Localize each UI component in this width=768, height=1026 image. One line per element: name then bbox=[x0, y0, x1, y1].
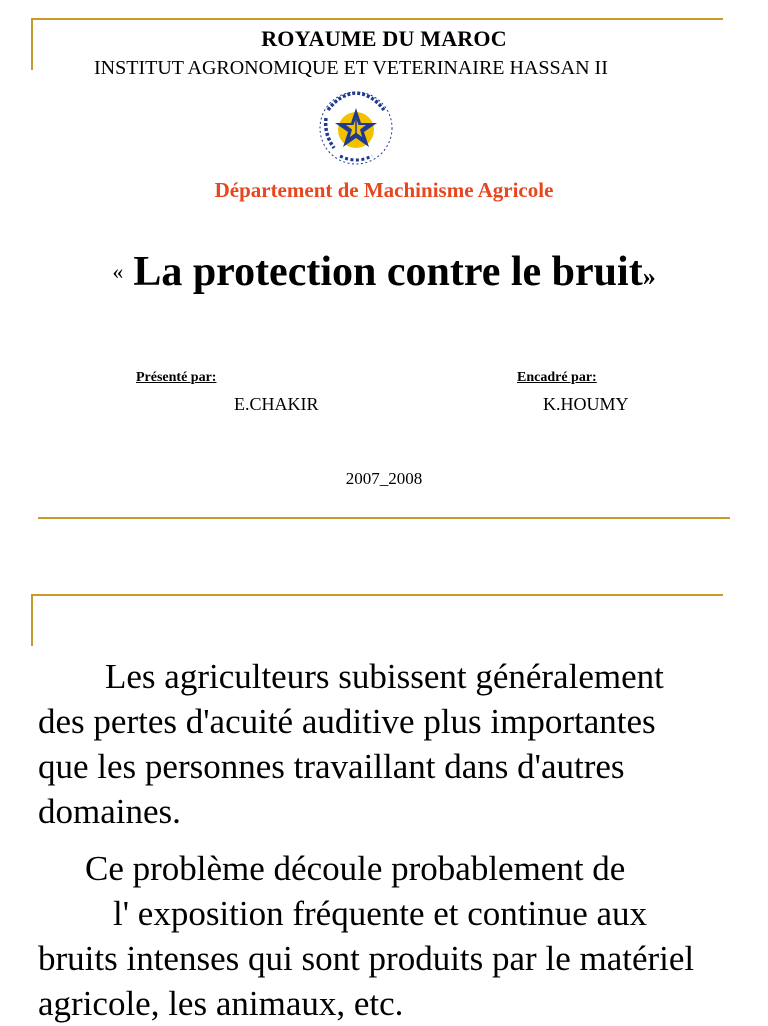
title-close-quote: » bbox=[642, 262, 656, 291]
presented-by-label: Présenté par: bbox=[136, 370, 217, 385]
slide-frame-bottom bbox=[38, 517, 730, 519]
paragraph-noise-exposure bbox=[38, 846, 768, 1026]
country-heading: ROYAUME DU MAROC bbox=[261, 26, 507, 51]
paragraph-line: l' exposition fréquente et continue aux bbox=[113, 894, 648, 933]
department-name: Département de Machinisme Agricole bbox=[214, 178, 554, 202]
slide-frame-top bbox=[31, 594, 723, 596]
title-text: La protection contre le bruit bbox=[133, 249, 643, 295]
title-open-quote: « bbox=[112, 259, 124, 284]
paragraph-line: Les agriculteurs subissent généralement bbox=[105, 657, 664, 696]
paragraph-line: domaines. bbox=[38, 792, 181, 831]
supervised-by-label: Encadré par: bbox=[517, 370, 597, 385]
institute-emblem-icon bbox=[316, 88, 396, 168]
institute-name: INSTITUT AGRONOMIQUE ET VETERINAIRE HASSAN II bbox=[94, 57, 608, 79]
paragraph-line: bruits intenses qui sont produits par le matériel bbox=[38, 939, 695, 978]
slide-frame-left bbox=[31, 594, 33, 646]
paragraph-hearing-loss bbox=[38, 654, 768, 834]
paragraph-line: Ce problème découle probablement de bbox=[85, 849, 626, 888]
content-slide bbox=[0, 576, 768, 1024]
supervised-by-name: K.HOUMY bbox=[543, 394, 629, 414]
presented-by-name: E.CHAKIR bbox=[234, 394, 319, 414]
academic-year: 2007_2008 bbox=[345, 469, 423, 488]
paragraph-line: agricole, les animaux, etc. bbox=[38, 984, 404, 1023]
paragraph-line: des pertes d'acuité auditive plus importantes bbox=[38, 702, 656, 741]
slide-frame-top bbox=[31, 18, 723, 20]
presentation-title bbox=[0, 248, 768, 296]
paragraph-line: que les personnes travaillant dans d'autres bbox=[38, 747, 625, 786]
